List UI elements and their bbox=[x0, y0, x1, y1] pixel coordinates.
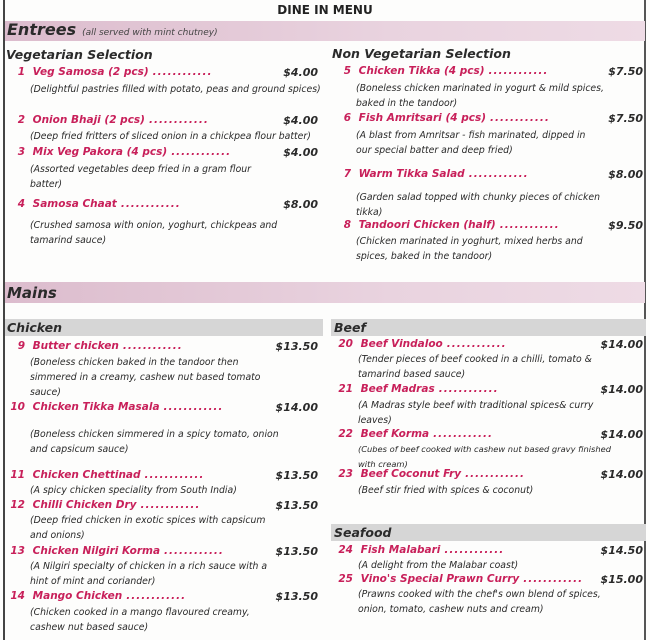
item-number: 5 bbox=[343, 65, 351, 77]
item-price: $13.50 bbox=[275, 469, 318, 482]
menu-item bbox=[15, 66, 213, 78]
item-name: Beef Madras bbox=[357, 383, 435, 395]
item-description bbox=[30, 513, 265, 543]
item-name: Mix Veg Pakora (4 pcs) bbox=[29, 146, 168, 158]
item-price: $14.50 bbox=[600, 544, 643, 557]
item-name: Chicken Chettinad bbox=[29, 469, 141, 481]
description-line: with cream) bbox=[358, 459, 408, 469]
item-description bbox=[30, 355, 260, 400]
menu-item bbox=[15, 198, 181, 210]
description-line: (A delight from the Malabar coast) bbox=[358, 560, 519, 571]
item-number: 3 bbox=[17, 146, 25, 158]
leader-dots: ............ bbox=[164, 545, 224, 557]
menu-item bbox=[10, 590, 186, 602]
description-line: cashew nut based sauce) bbox=[30, 622, 149, 633]
description-line: onion, tomato, cashew nuts and cream) bbox=[358, 604, 544, 615]
item-name: Butter chicken bbox=[29, 340, 119, 352]
menu-item bbox=[10, 469, 204, 481]
item-name: Warm Tikka Salad bbox=[355, 168, 465, 180]
item-price: $4.00 bbox=[283, 66, 318, 79]
leader-dots: ............ bbox=[152, 66, 213, 78]
description-line: (Chicken marinated in yoghurt, mixed herbs and bbox=[356, 236, 583, 247]
item-price: $4.00 bbox=[283, 114, 318, 127]
leader-dots: ............ bbox=[499, 219, 560, 231]
item-number: 7 bbox=[343, 168, 351, 180]
item-number: 12 bbox=[10, 499, 25, 511]
item-description bbox=[30, 129, 311, 144]
leader-dots: ............ bbox=[122, 340, 183, 352]
item-description bbox=[356, 190, 600, 220]
description-line: (Deep fried chicken in exotic spices with capsicum bbox=[30, 515, 266, 526]
description-line: (A spicy chicken speciality from South India) bbox=[30, 485, 237, 496]
menu-item bbox=[341, 65, 548, 77]
item-price: $4.00 bbox=[283, 146, 318, 159]
leader-dots: ............ bbox=[163, 401, 224, 413]
item-name: Beef Vindaloo bbox=[357, 338, 443, 350]
menu-item bbox=[338, 428, 493, 440]
menu-item bbox=[341, 112, 550, 124]
item-description bbox=[30, 427, 279, 457]
description-line: batter) bbox=[30, 179, 63, 190]
description-line: (A Madras style beef with traditional spices& curry bbox=[358, 400, 594, 411]
menu-item bbox=[338, 544, 504, 556]
leader-dots: ............ bbox=[433, 428, 493, 440]
leader-dots: ............ bbox=[468, 168, 529, 180]
description-line: (Cubes of beef cooked with cashew nut based gravy finished bbox=[358, 444, 611, 454]
description-line: (Crushed samosa with onion, yoghurt, chickpeas and bbox=[30, 220, 278, 231]
menu-title: DINE IN MENU bbox=[277, 3, 373, 17]
item-number: 20 bbox=[338, 338, 353, 350]
item-number: 6 bbox=[343, 112, 351, 124]
item-price: $9.50 bbox=[608, 219, 643, 232]
leader-dots: ............ bbox=[148, 114, 209, 126]
item-name: Chicken Nilgiri Korma bbox=[29, 545, 161, 557]
leader-dots: ............ bbox=[438, 383, 499, 395]
item-number: 22 bbox=[338, 428, 353, 440]
item-price: $14.00 bbox=[600, 383, 643, 396]
beef-heading: Beef bbox=[334, 320, 366, 335]
description-line: hint of mint and coriander) bbox=[30, 576, 156, 587]
item-name: Vino's Special Prawn Curry bbox=[357, 573, 520, 585]
description-line: (Boneless chicken baked in the tandoor then bbox=[30, 357, 239, 368]
item-price: $14.00 bbox=[600, 338, 643, 351]
item-description bbox=[356, 128, 585, 158]
leader-dots: ............ bbox=[140, 499, 201, 511]
item-number: 13 bbox=[10, 545, 25, 557]
item-number: 14 bbox=[10, 590, 25, 602]
item-price: $15.00 bbox=[600, 573, 643, 586]
item-number: 10 bbox=[10, 401, 25, 413]
item-description bbox=[358, 352, 592, 382]
item-price: $14.00 bbox=[275, 401, 318, 414]
menu-item bbox=[10, 340, 183, 352]
item-price: $7.50 bbox=[608, 65, 643, 78]
item-price: $14.00 bbox=[600, 428, 643, 441]
item-number: 21 bbox=[338, 383, 353, 395]
item-number: 24 bbox=[338, 544, 353, 556]
veg-heading: Vegetarian Selection bbox=[6, 47, 153, 62]
description-line: tamarind sauce) bbox=[30, 235, 107, 246]
mains-heading: Mains bbox=[7, 284, 57, 302]
leader-dots: ............ bbox=[465, 468, 526, 480]
description-line: our special batter and deep fried) bbox=[356, 145, 513, 156]
description-line: sauce) bbox=[30, 387, 61, 398]
menu-item bbox=[338, 573, 583, 585]
description-line: (Prawns cooked with the chef's own blend of spices, bbox=[358, 589, 601, 600]
item-description bbox=[358, 587, 601, 617]
chicken-heading: Chicken bbox=[7, 320, 63, 335]
item-price: $13.50 bbox=[275, 545, 318, 558]
item-number: 2 bbox=[17, 114, 25, 126]
description-line: (Delightful pastries filled with potato, peas and ground spices) bbox=[30, 84, 321, 95]
description-line: (Chicken cooked in a mango flavoured creamy, bbox=[30, 607, 250, 618]
seafood-heading: Seafood bbox=[334, 525, 392, 540]
description-line: baked in the tandoor) bbox=[356, 98, 458, 109]
item-price: $7.50 bbox=[608, 112, 643, 125]
item-description bbox=[30, 559, 267, 589]
item-name: Fish Malabari bbox=[357, 544, 441, 556]
item-name: Veg Samosa (2 pcs) bbox=[29, 66, 149, 78]
description-line: (A blast from Amritsar - fish marinated, dipped in bbox=[356, 130, 586, 141]
item-description bbox=[30, 82, 321, 97]
description-line: (Tender pieces of beef cooked in a chilli, tomato & bbox=[358, 354, 592, 365]
item-number: 8 bbox=[343, 219, 351, 231]
item-name: Tandoori Chicken (half) bbox=[355, 219, 496, 231]
item-price: $13.50 bbox=[275, 499, 318, 512]
menu-item bbox=[10, 401, 223, 413]
description-line: (Garden salad topped with chunky pieces of chicken bbox=[356, 192, 600, 203]
item-description bbox=[30, 605, 250, 635]
item-description bbox=[356, 81, 604, 111]
description-line: (Boneless chicken simmered in a spicy tomato, onion bbox=[30, 429, 279, 440]
item-price: $13.50 bbox=[275, 340, 318, 353]
item-number: 25 bbox=[338, 573, 353, 585]
leader-dots: ............ bbox=[490, 112, 550, 124]
item-name: Chicken Tikka (4 pcs) bbox=[355, 65, 485, 77]
item-description bbox=[358, 398, 593, 428]
leader-dots: ............ bbox=[126, 590, 187, 602]
item-name: Chilli Chicken Dry bbox=[29, 499, 137, 511]
item-name: Chicken Tikka Masala bbox=[29, 401, 160, 413]
item-name: Beef Coconut Fry bbox=[357, 468, 462, 480]
description-line: and onions) bbox=[30, 530, 85, 541]
description-line: (Boneless chicken marinated in yogurt & mild spices, bbox=[356, 83, 604, 94]
menu-item bbox=[338, 338, 507, 350]
leader-dots: ............ bbox=[444, 544, 505, 556]
item-name: Mango Chicken bbox=[29, 590, 123, 602]
leader-dots: ............ bbox=[171, 146, 232, 158]
item-description bbox=[30, 218, 277, 248]
menu-item bbox=[338, 383, 499, 395]
leader-dots: ............ bbox=[144, 469, 205, 481]
entrees-label: Entrees bbox=[7, 20, 77, 39]
description-line: (Assorted vegetables deep fried in a gram flour bbox=[30, 164, 251, 175]
description-line: leaves) bbox=[358, 415, 392, 426]
beef-band bbox=[331, 319, 646, 336]
description-line: (Deep fried fritters of sliced onion in a chickpea flour batter) bbox=[30, 131, 311, 142]
item-price: $8.00 bbox=[283, 198, 318, 211]
item-name: Onion Bhaji (2 pcs) bbox=[29, 114, 145, 126]
mains-band bbox=[5, 282, 645, 303]
description-line: spices, baked in the tandoor) bbox=[356, 251, 493, 262]
item-price: $13.50 bbox=[275, 590, 318, 603]
item-name: Beef Korma bbox=[357, 428, 430, 440]
menu-item bbox=[338, 468, 525, 480]
item-description bbox=[356, 234, 583, 264]
menu-item bbox=[341, 168, 529, 180]
description-line: simmered in a creamy, cashew nut based tomato bbox=[30, 372, 261, 383]
menu-item bbox=[15, 114, 209, 126]
nonveg-heading: Non Vegetarian Selection bbox=[332, 46, 511, 61]
item-number: 4 bbox=[17, 198, 25, 210]
item-description bbox=[30, 483, 237, 498]
item-number: 23 bbox=[338, 468, 353, 480]
item-description bbox=[358, 483, 533, 498]
entrees-heading bbox=[7, 20, 218, 39]
item-name: Fish Amritsari (4 pcs) bbox=[355, 112, 486, 124]
item-name: Samosa Chaat bbox=[29, 198, 117, 210]
menu-item bbox=[10, 545, 224, 557]
description-line: tamarind based sauce) bbox=[358, 369, 466, 380]
description-line: (A Nilgiri specialty of chicken in a rich sauce with a bbox=[30, 561, 268, 572]
item-number: 11 bbox=[10, 469, 25, 481]
entrees-note: (all served with mint chutney) bbox=[82, 28, 218, 38]
description-line: tikka) bbox=[356, 207, 383, 218]
item-description bbox=[30, 162, 251, 192]
leader-dots: ............ bbox=[488, 65, 549, 77]
item-price: $8.00 bbox=[608, 168, 643, 181]
leader-dots: ............ bbox=[523, 573, 584, 585]
item-description bbox=[358, 558, 518, 573]
description-line: (Beef stir fried with spices & coconut) bbox=[358, 485, 534, 496]
description-line: and capsicum sauce) bbox=[30, 444, 129, 455]
item-number: 9 bbox=[17, 340, 25, 352]
menu-item bbox=[10, 499, 200, 511]
item-price: $14.00 bbox=[600, 468, 643, 481]
menu-item bbox=[341, 219, 560, 231]
item-number: 1 bbox=[17, 66, 25, 78]
leader-dots: ............ bbox=[446, 338, 507, 350]
menu-item bbox=[15, 146, 231, 158]
leader-dots: ............ bbox=[120, 198, 181, 210]
